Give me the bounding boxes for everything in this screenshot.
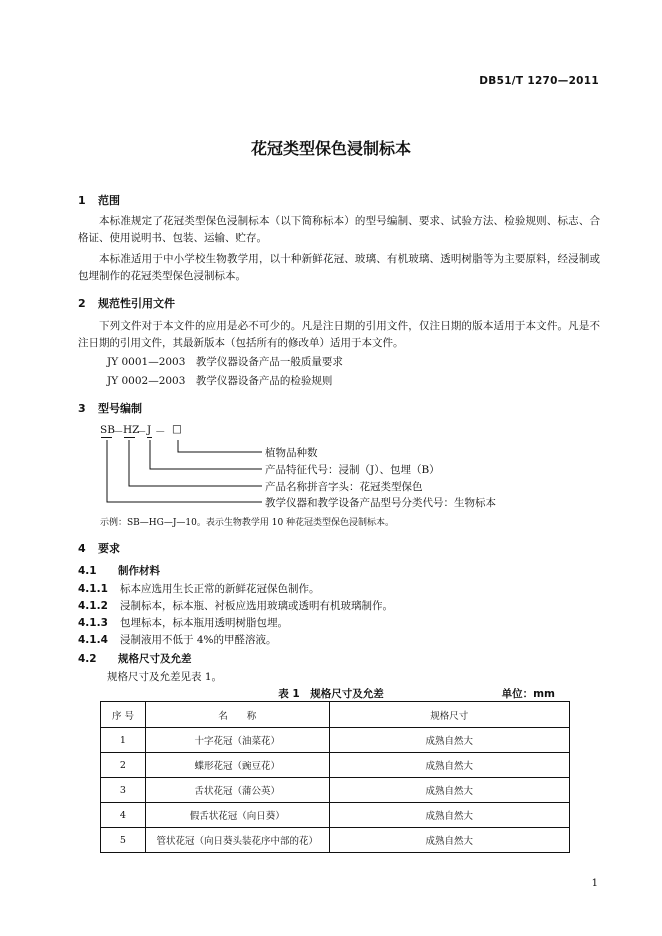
cell-size: 成熟自然大 bbox=[329, 828, 569, 853]
model-code-box: □ bbox=[172, 423, 182, 435]
standard-number: DB51/T 1270—2011 bbox=[479, 75, 599, 87]
cell-name: 蝶形花冠（豌豆花） bbox=[145, 753, 329, 778]
cell-size: 成熟自然大 bbox=[329, 803, 569, 828]
cell-name: 管状花冠（向日葵头装花序中部的花） bbox=[145, 828, 329, 853]
header-cell-size: 规格尺寸 bbox=[329, 702, 569, 728]
model-label-category-code: 教学仪器和教学设备产品型号分类代号：生物标本 bbox=[265, 497, 496, 509]
page-number: 1 bbox=[591, 878, 598, 889]
table-caption: 表 1 规格尺寸及允差 bbox=[278, 688, 384, 700]
clause-4-1-1 bbox=[78, 581, 320, 596]
clause-number: 4.1.3 bbox=[78, 617, 108, 629]
model-code-j: J bbox=[147, 424, 152, 436]
model-code-separator: － bbox=[155, 426, 166, 438]
model-code-separator: － bbox=[113, 426, 124, 438]
table-unit: 单位：mm bbox=[501, 688, 555, 700]
clause-number: 4.1.4 bbox=[78, 634, 108, 646]
model-label-name-initials: 产品名称拼音字头：花冠类型保色 bbox=[265, 481, 423, 493]
clause-4-1-3 bbox=[78, 615, 288, 630]
clause-number: 4.1.2 bbox=[78, 600, 108, 612]
clause-4-1-2 bbox=[78, 598, 393, 613]
header-cell-name: 名 称 bbox=[145, 702, 329, 728]
section-number: 3 bbox=[78, 402, 86, 415]
section-title: 要求 bbox=[98, 542, 120, 555]
table-header-row bbox=[101, 702, 570, 728]
section-title: 规范性引用文件 bbox=[98, 297, 175, 310]
document-title: 花冠类型保色浸制标本 bbox=[250, 139, 411, 158]
cell-name: 假舌状花冠（向日葵） bbox=[145, 803, 329, 828]
subsection-4-2-heading bbox=[78, 651, 192, 666]
section-number: 4 bbox=[78, 542, 86, 555]
model-code-hz: HZ bbox=[123, 424, 140, 436]
model-code-separator: － bbox=[136, 426, 147, 438]
table-row bbox=[101, 753, 570, 778]
reference-item: JY 0001—2003 教学仪器设备产品一般质量要求 bbox=[107, 356, 343, 368]
section-number: 2 bbox=[78, 297, 86, 310]
normative-paragraph: 下列文件对于本文件的应用是必不可少的。凡是注日期的引用文件，仅注日期的版本适用于本文件。凡是不注日期的引用文件，其最新版本（包括所有的修改单）适用于本文件。 bbox=[78, 320, 600, 349]
table-row bbox=[101, 828, 570, 853]
cell-size: 成熟自然大 bbox=[329, 753, 569, 778]
cell-index: 4 bbox=[101, 803, 146, 828]
scope-paragraph-2: 本标准适用于中小学校生物教学用，以十种新鲜花冠、玻璃、有机玻璃、透明树脂等为主要原料，经浸制或包埋制作的花冠类型保色浸制标本。 bbox=[78, 253, 600, 282]
subsection-title: 制作材料 bbox=[118, 565, 160, 577]
section-number: 1 bbox=[78, 194, 86, 207]
section-4-heading bbox=[78, 540, 120, 556]
cell-name: 舌状花冠（蒲公英） bbox=[145, 778, 329, 803]
cell-index: 5 bbox=[101, 828, 146, 853]
table-row bbox=[101, 728, 570, 753]
clause-text: 包埋标本，标本瓶用透明树脂包埋。 bbox=[120, 617, 288, 629]
table-row bbox=[101, 778, 570, 803]
spec-table bbox=[100, 701, 570, 853]
model-example: 示例：SB—HG—J—10。表示生物教学用 10 种花冠类型保色浸制标本。 bbox=[100, 518, 395, 528]
clause-number: 4.1.1 bbox=[78, 583, 108, 595]
model-label-feature-code: 产品特征代号：浸制（J）、包埋（B） bbox=[265, 464, 440, 476]
section-title: 型号编制 bbox=[98, 402, 142, 415]
section-title: 范围 bbox=[98, 194, 120, 207]
model-code-sb: SB bbox=[100, 424, 115, 436]
clause-text: 标本应选用生长正常的新鲜花冠保色制作。 bbox=[120, 583, 320, 595]
scope-paragraph-1: 本标准规定了花冠类型保色浸制标本（以下简称标本）的型号编制、要求、试验方法、检验规则、标志、合格证、使用说明书、包装、运输、贮存。 bbox=[78, 215, 600, 244]
clause-text: 浸制标本，标本瓶、衬板应选用玻璃或透明有机玻璃制作。 bbox=[120, 600, 393, 612]
cell-index: 3 bbox=[101, 778, 146, 803]
cell-size: 成熟自然大 bbox=[329, 778, 569, 803]
subsection-number: 4.2 bbox=[78, 653, 97, 665]
cell-size: 成熟自然大 bbox=[329, 728, 569, 753]
model-label-variety-count: 植物品种数 bbox=[265, 447, 318, 459]
clause-4-1-4 bbox=[78, 632, 277, 647]
cell-name: 十字花冠（油菜花） bbox=[145, 728, 329, 753]
reference-item: JY 0002—2003 教学仪器设备产品的检验规则 bbox=[107, 375, 333, 387]
subsection-4-1-heading bbox=[78, 563, 160, 578]
table-row bbox=[101, 803, 570, 828]
header-cell-index: 序 号 bbox=[101, 702, 146, 728]
cell-index: 2 bbox=[101, 753, 146, 778]
cell-index: 1 bbox=[101, 728, 146, 753]
subsection-number: 4.1 bbox=[78, 565, 97, 577]
size-reference-text: 规格尺寸及允差见表 1。 bbox=[107, 671, 223, 683]
clause-text: 浸制液用不低于 4%的甲醛溶液。 bbox=[120, 634, 277, 646]
subsection-title: 规格尺寸及允差 bbox=[118, 653, 192, 665]
